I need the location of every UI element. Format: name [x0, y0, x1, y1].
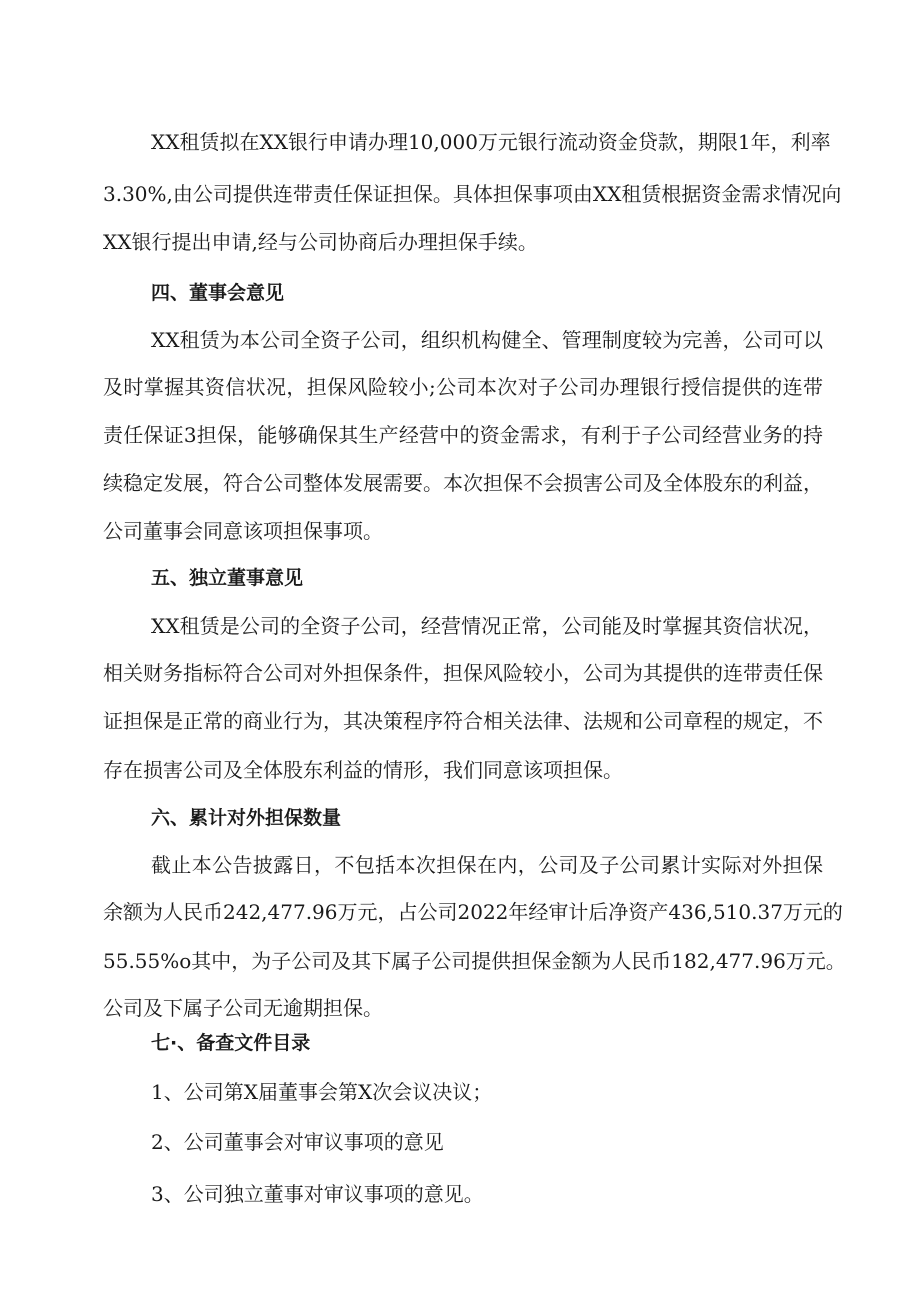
- section-6-line-2: 余额为人民币242,477.96万元，占公司2022年经审计后净资产436,510.37万元的: [103, 900, 843, 924]
- section-5-heading: 五、独立董事意见: [151, 567, 304, 589]
- section-4-line-5: 公司董事会同意该项担保事项。: [103, 519, 383, 543]
- section-6-line-4: 公司及下属子公司无逾期担保。: [103, 996, 383, 1020]
- section-5-line-4: 存在损害公司及全体股东利益的情形，我们同意该项担保。: [103, 758, 623, 782]
- section-5-line-2: 相关财务指标符合公司对外担保条件，担保风险较小，公司为其提供的连带责任保: [103, 661, 823, 685]
- section-7-heading: 七·、备查文件目录: [151, 1032, 311, 1054]
- section-4-heading: 四、董事会意见: [151, 282, 285, 304]
- section-5-line-1: XX租赁是公司的全资子公司，经营情况正常，公司能及时掌握其资信状况，: [151, 614, 823, 638]
- section-4-line-1: XX租赁为本公司全资子公司，组织机构健全、管理制度较为完善，公司可以: [151, 328, 823, 352]
- section-6-heading: 六、累计对外担保数量: [151, 807, 342, 829]
- section-4-line-3: 责任保证3担保，能够确保其生产经营中的资金需求，有利于子公司经营业务的持: [103, 423, 823, 447]
- section-4-line-2: 及时掌握其资信状况，担保风险较小;公司本次对子公司办理银行授信提供的连带: [103, 375, 823, 399]
- section-4-line-4: 续稳定发展，符合公司整体发展需要。本次担保不会损害公司及全体股东的利益，: [103, 471, 823, 495]
- intro-line-2: 3.30%,由公司提供连带责任保证担保。具体担保事项由XX租赁根据资金需求情况向: [103, 182, 842, 206]
- reference-item-2: 2、公司董事会对审议事项的意见: [151, 1130, 444, 1154]
- intro-line-1: XX租赁拟在XX银行申请办理10,000万元银行流动资金贷款，期限1年，利率: [151, 130, 831, 154]
- reference-item-1: 1、公司第X届董事会第X次会议决议；: [151, 1080, 493, 1104]
- section-6-line-3: 55.55%o其中，为子公司及其下属子公司提供担保金额为人民币182,477.96万元。: [103, 949, 846, 973]
- section-6-line-1: 截止本公告披露日，不包括本次担保在内，公司及子公司累计实际对外担保: [151, 853, 823, 877]
- reference-item-3: 3、公司独立董事对审议事项的意见。: [151, 1182, 484, 1206]
- intro-line-3: XX银行提出申请,经与公司协商后办理担保手续。: [103, 230, 538, 254]
- section-5-line-3: 证担保是正常的商业行为，其决策程序符合相关法律、法规和公司章程的规定，不: [103, 709, 823, 733]
